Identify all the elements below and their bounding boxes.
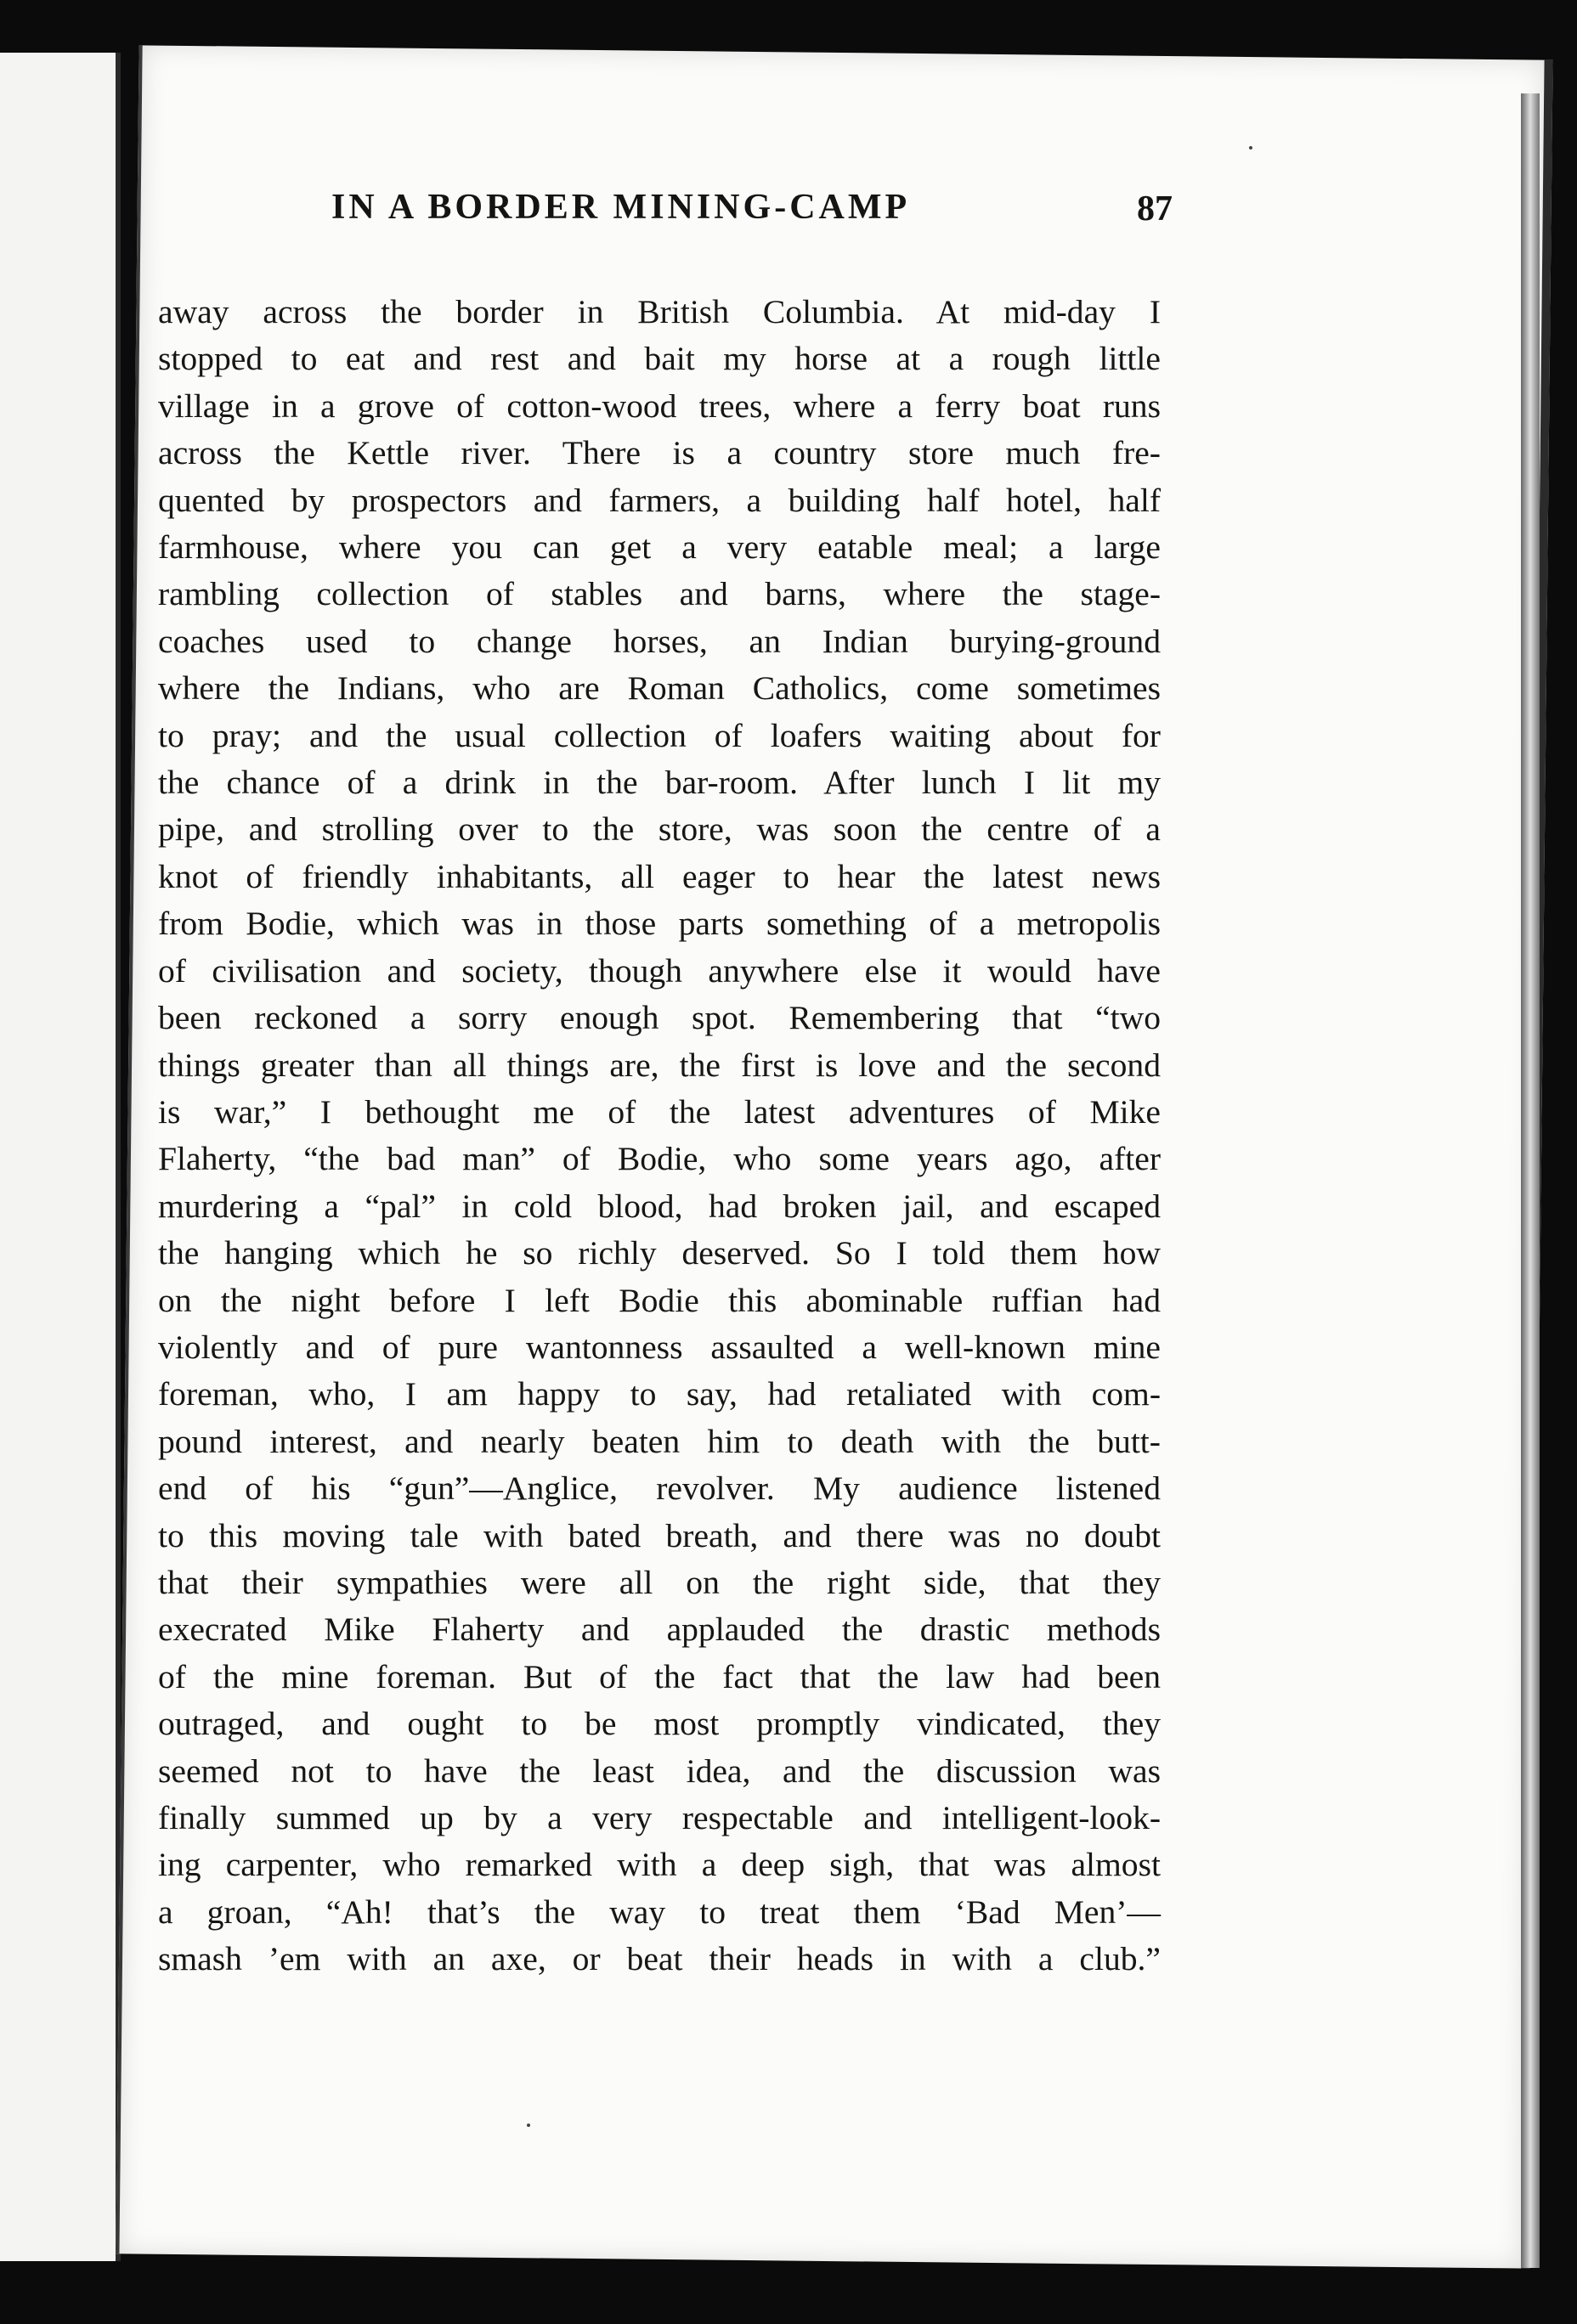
text-line: of civilisation and society, though anywhere else it would have: [158, 951, 1161, 990]
text-line: coaches used to change horses, an Indian burying-ground: [158, 622, 1161, 660]
text-line: violently and of pure wantonness assaulted a well-known mine: [158, 1328, 1161, 1366]
running-title: IN A BORDER MINING-CAMP: [331, 188, 911, 227]
text-line: the chance of a drink in the bar-room. After lunch I lit my: [158, 764, 1161, 802]
text-line: knot of friendly inhabitants, all eager to hear the latest news: [158, 857, 1161, 895]
scan-speck: [1249, 146, 1252, 149]
body-text: [158, 289, 1161, 1983]
text-line: Flaherty, “the bad man” of Bodie, who some years ago, after: [158, 1140, 1161, 1178]
text-line: finally summed up by a very respectable and intelligent-look-: [158, 1799, 1161, 1836]
text-line: from Bodie, which was in those parts something of a metropolis: [158, 905, 1161, 943]
text-line: is war,” I bethought me of the latest adventures of Mike: [158, 1092, 1161, 1131]
text-line: quented by prospectors and farmers, a building half hotel, half: [158, 481, 1161, 519]
text-line: of the mine foreman. But of the fact that the law had been: [158, 1657, 1161, 1695]
text-line: across the Kettle river. There is a country store much fre-: [158, 434, 1161, 472]
text-line: ing carpenter, who remarked with a deep sigh, that was almost: [158, 1846, 1161, 1884]
text-line: that their sympathies were all on the right side, that they: [158, 1563, 1161, 1601]
text-line: smash ’em with an axe, or beat their heads in with a club.”: [158, 1940, 1161, 1978]
text-line: on the night before I left Bodie this abominable ruffian had: [158, 1281, 1161, 1319]
text-line: execrated Mike Flaherty and applauded the drastic methods: [158, 1610, 1161, 1649]
text-line: been reckoned a sorry enough spot. Remembering that “two: [158, 999, 1161, 1037]
page-header: [204, 182, 1173, 241]
text-line: pipe, and strolling over to the store, was soon the centre of a: [158, 810, 1161, 849]
text-line: where the Indians, who are Roman Catholics, come sometimes: [158, 669, 1161, 708]
text-line: away across the border in British Columbia. At mid-day I: [158, 293, 1161, 330]
text-line: end of his “gun”—Anglice, revolver. My audience listened: [158, 1469, 1161, 1508]
text-line: a groan, “Ah! that’s the way to treat them ‘Bad Men’—: [158, 1892, 1161, 1931]
text-line: pound interest, and nearly beaten him to death with the butt-: [158, 1422, 1161, 1460]
text-line: seemed not to have the least idea, and the discussion was: [158, 1751, 1161, 1790]
text-line: to this moving tale with bated breath, and there was no doubt: [158, 1516, 1161, 1554]
text-line: things greater than all things are, the first is love and the second: [158, 1046, 1161, 1084]
text-line: outraged, and ought to be most promptly vindicated, they: [158, 1705, 1161, 1743]
page-number: 87: [1137, 189, 1173, 228]
scan-speck: [527, 2124, 530, 2127]
text-line: rambling collection of stables and barns, where the stage-: [158, 575, 1161, 613]
text-line: stopped to eat and rest and bait my horse at a rough little: [158, 340, 1161, 378]
page-stack-edge: [1521, 93, 1540, 2268]
text-line: the hanging which he so richly deserved. So I told them how: [158, 1234, 1161, 1272]
text-line: to pray; and the usual collection of loafers waiting about for: [158, 716, 1161, 754]
text-line: foreman, who, I am happy to say, had retaliated with com-: [158, 1375, 1161, 1413]
text-line: murdering a “pal” in cold blood, had broken jail, and escaped: [158, 1187, 1161, 1225]
previous-page-edge: [0, 53, 121, 2261]
text-line: farmhouse, where you can get a very eatable meal; a large: [158, 528, 1161, 567]
text-line: village in a grove of cotton-wood trees, where a ferry boat runs: [158, 386, 1161, 425]
